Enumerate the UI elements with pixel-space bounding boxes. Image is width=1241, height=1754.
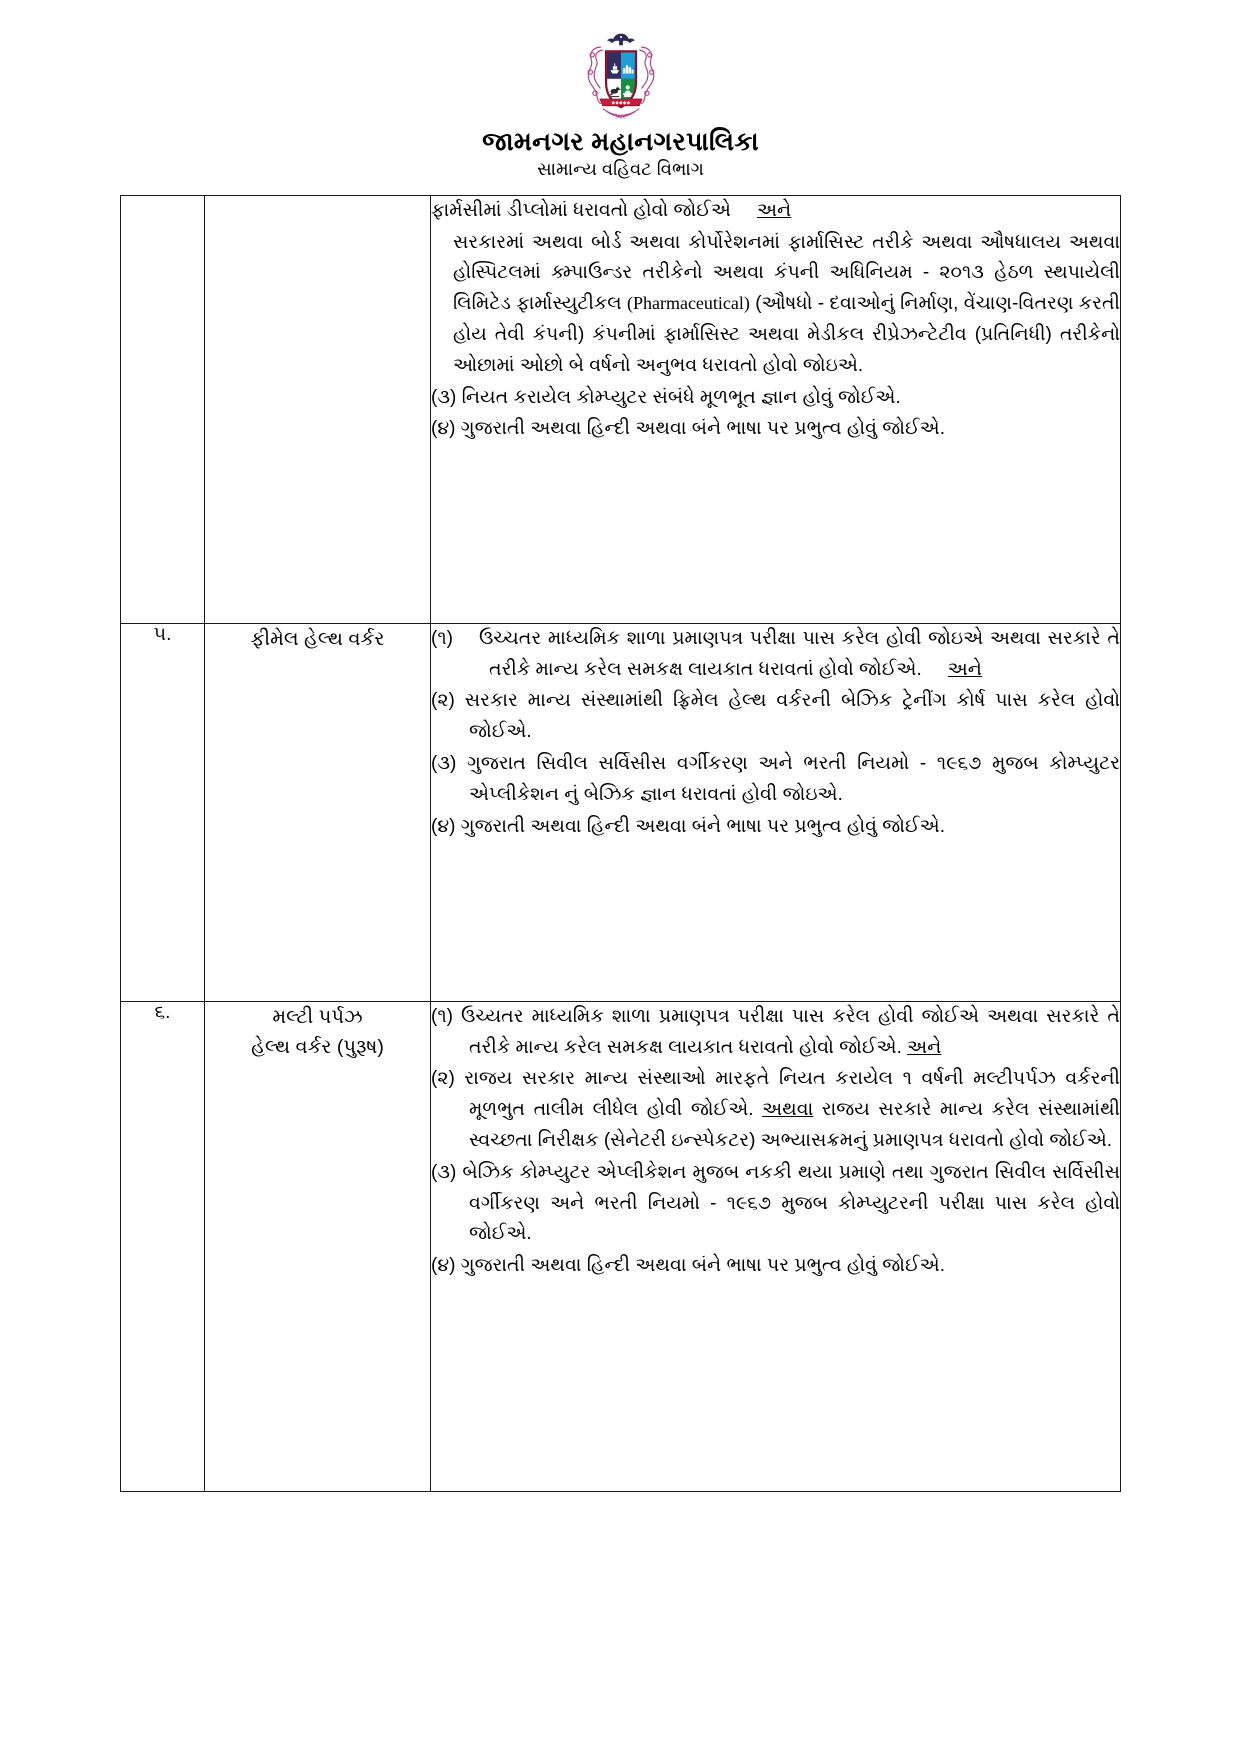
post-name-line: મલ્ટી પર્પઝ xyxy=(272,1005,363,1028)
qualification-clause xyxy=(431,383,1120,414)
qualification-clause xyxy=(431,196,1120,227)
qualification-clause xyxy=(431,686,1120,748)
emphasis-conjunction: અને xyxy=(756,199,792,221)
emphasis-conjunction: અને xyxy=(947,658,982,680)
clause-text: (૪) ગુજરાતી અથવા હિન્દી અથવા બંને ભાષા પર પ્રભુત્વ હોવું જોઈએ. xyxy=(431,1255,945,1277)
qualification-clause xyxy=(431,749,1120,811)
emphasis-conjunction: અને xyxy=(907,1036,942,1058)
qualification-clause xyxy=(431,1064,1120,1156)
clause-text: (૪) ગુજરાતી અથવા હિન્દી અથવા બંને ભાષા પર પ્રભુત્વ હોવું જોઈએ. xyxy=(431,815,945,837)
page-title: જામનગર મહાનગરપાલિકા xyxy=(482,128,759,156)
qualification-clause xyxy=(431,624,1120,686)
clause-text: (૩) નિયત કરાયેલ કોમ્પ્યુટર સંબંધે મૂળભૂત જ્ઞાન હોવું જોઈએ. xyxy=(431,386,901,408)
qualification-clause xyxy=(431,1158,1120,1250)
crest-bird-icon xyxy=(607,34,635,46)
clause-text: (૩) ગુજરાત સિવીલ સર્વિસીસ વર્ગીકરણ અને ભરતી નિયમો - ૧૯૬૭ મુજબ કોમ્પ્યુટર એપ્લીકેશન નું બેઝિક જ્ઞાન ધરાવતાં હોવી જોઇએ. xyxy=(431,752,1120,805)
clause-text: રાજય સરકારે માન્ય કરેલ સંસ્થામાંથી સ્વચ્છતા નિરીક્ષક (સેનેટરી ઇન્સ્પેકટર) અભ્યાસક્રમનું પ્રમાણપત્ર ધરાવતો હોવો જોઈએ. xyxy=(469,1099,1120,1151)
emblem-motto-text: JMC xyxy=(614,115,627,121)
table-row xyxy=(121,195,1121,623)
qualification-clause xyxy=(431,1002,1120,1064)
department-subtitle: સામાન્ય વહિવટ વિભાગ xyxy=(537,159,704,180)
row-post-name xyxy=(205,623,431,1001)
qualification-clause xyxy=(431,414,1120,445)
clause-text: (૨) રાજય સરકાર માન્ય સંસ્થાઓ મારફતે નિયત કરાયેલ ૧ વર્ષની મલ્ટીપર્પઝ વર્કરની મૂળભુત તાલીમ લીધેલ હોવી જોઈએ. xyxy=(431,1068,1120,1121)
jamnagar-municipal-corporation-emblem-icon xyxy=(573,26,669,122)
row-post-name xyxy=(205,1001,431,1491)
qualification-clause xyxy=(431,812,1120,843)
row-qualification-text xyxy=(431,195,1121,623)
qualification-clause xyxy=(431,228,1120,382)
clause-text: ફાર્મસીમાં ડીપ્લોમાં ધરાવતો હોવો જોઈએ xyxy=(431,199,731,221)
latin-term: (Pharmaceutical) xyxy=(626,293,750,314)
post-name-line: હેલ્થ વર્કર (પુરૂષ) xyxy=(251,1036,384,1059)
row-qualification-text xyxy=(431,623,1121,1001)
table-row xyxy=(121,1001,1121,1491)
qualification-clause xyxy=(431,1251,1120,1282)
row-serial-number: ૬. xyxy=(121,1001,205,1491)
clause-text: (૧) xyxy=(431,627,453,649)
clause-text: (ઔષધો - દવાઓનું નિર્માણ, વેંચાણ-વિતરણ કરતી હોય તેવી કંપની) કંપનીમાં ફાર્માસિસ્ટ અથવા મેડીકલ રીપ્રેઝન્ટેટીવ (પ્રતિનિધી) તરીકેનો ઓછામાં ઓછો બે વર્ષનો અનુભવ ધરાવતો હોવો જોઇએ. xyxy=(453,293,1120,376)
post-name-line: ફીમેલ હેલ્થ વર્કર xyxy=(250,627,385,650)
clause-text: (૨) સરકાર માન્ય સંસ્થામાંથી ફ્રિમેલ હેલ્થ વર્કરની બેઝિક ટ્રેનીંગ કોર્ષ પાસ કરેલ હોવો જોઈએ. xyxy=(431,690,1120,743)
svg-text:◆◆◆◆◆: ◆◆◆◆◆ xyxy=(611,100,630,106)
document-header xyxy=(0,0,1241,181)
qualification-table-body xyxy=(121,195,1121,1491)
row-serial-number: ૫. xyxy=(121,623,205,1001)
qualification-table xyxy=(120,195,1121,1492)
row-qualification-text xyxy=(431,1001,1121,1491)
table-row xyxy=(121,623,1121,1001)
clause-text: (૧) ઉચ્યતર માધ્યમિક શાળા પ્રમાણપત્ર પરીક્ષા પાસ કરેલ હોવી જોઈએ અથવા સરકારે તે તરીકે માન્ય કરેલ સમકક્ષ લાયકાત ધરાવતો હોવો જોઈએ. xyxy=(431,1005,1120,1058)
row-post-name xyxy=(205,195,431,623)
emphasis-conjunction: અથવા xyxy=(762,1099,814,1121)
clause-text: (૩) બેઝિક કોમ્પ્યુટર એપ્લીકેશન મુજબ નકકી થયા પ્રમાણે તથા ગુજરાત સિવીલ સર્વિસીસ વર્ગીકરણ અને ભરતી નિયમો - ૧૯૬૭ મુજબ કોમ્પ્યુટરની પરીક્ષા પાસ કરેલ હોવો જોઈએ. xyxy=(431,1161,1120,1245)
clause-text: સરકારમાં અથવા બોર્ડ અથવા કોર્પોરેશનમાં ફાર્માસિસ્ટ તરીકે અથવા ઔષધાલય અથવા હોસ્પિટલમાં ક્મ્પાઉન્ડર તરીકેનો અથવા કંપની અધિનિયમ - ૨૦૧૩ હેઠળ સ્થપાયેલી લિમિટેડ ફાર્માસ્યુટીકલ xyxy=(453,231,1120,315)
row-serial-number xyxy=(121,195,205,623)
clause-text: ઉચ્ચતર માધ્યમિક શાળા પ્રમાણપત્ર પરીક્ષા પાસ કરેલ હોવી જોઇએ અથવા સરકારે તે તરીકે માન્ય કરેલ સમકક્ષ લાયકાત ધરાવતાં હોવો જોઈએ. xyxy=(478,627,1120,680)
clause-text: (૪) ગુજરાતી અથવા હિન્દી અથવા બંને ભાષા પર પ્રભુત્વ હોવું જોઈએ. xyxy=(431,418,945,440)
